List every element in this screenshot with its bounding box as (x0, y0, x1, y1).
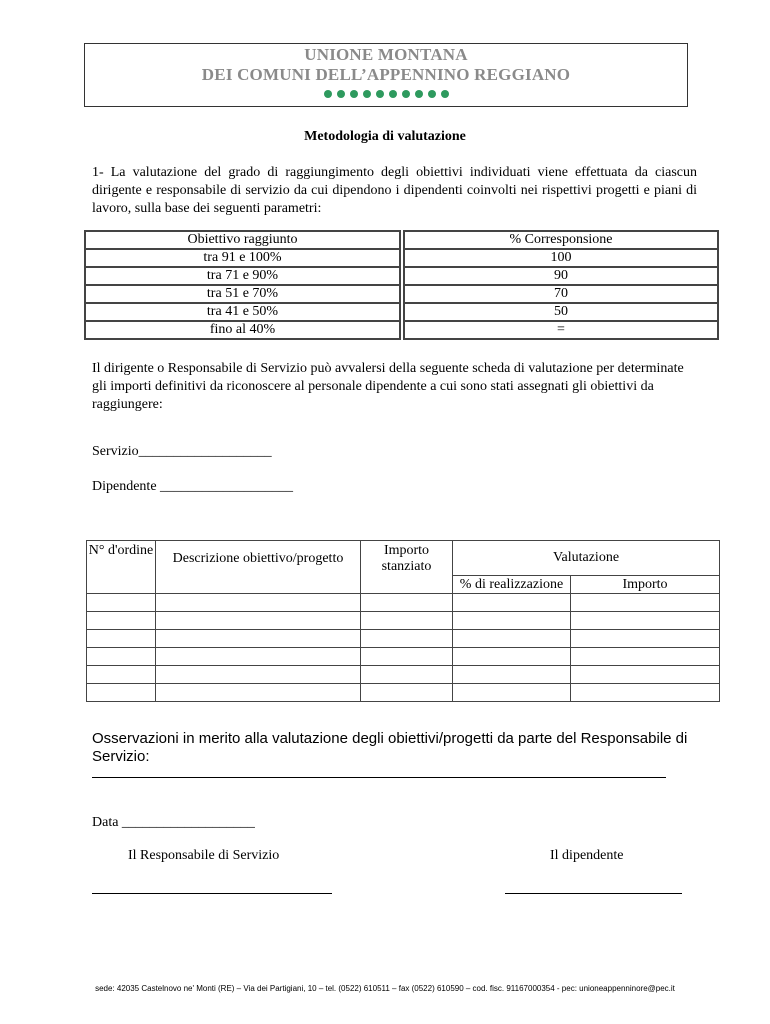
green-dot (415, 90, 423, 98)
header-obiettivo: Obiettivo raggiunto (85, 231, 400, 249)
dipendente-field[interactable]: Dipendente ___________________ (92, 479, 294, 494)
observations-input-line[interactable] (92, 777, 666, 778)
table-row (85, 267, 718, 285)
table-row (85, 303, 718, 321)
decorative-dots (85, 90, 687, 98)
subheader-realizzazione: % di realizzazione (453, 576, 571, 594)
header-valutazione: Valutazione (453, 541, 720, 576)
cell-corresponsione: 100 (404, 249, 718, 267)
green-dot (363, 90, 371, 98)
signature-label-responsabile: Il Responsabile di Servizio (128, 848, 280, 863)
subheader-importo: Importo (571, 576, 720, 594)
header-importo-stanziato: Importo stanziato (361, 541, 453, 594)
signature-line-dipendente[interactable] (505, 893, 682, 894)
table-row (87, 612, 720, 630)
green-dot (441, 90, 449, 98)
table-row (87, 666, 720, 684)
green-dot (324, 90, 332, 98)
table-row (87, 630, 720, 648)
footer-address: sede: 42035 Castelnovo ne' Monti (RE) – Via dei Partigiani, 10 – tel. (0522) 610511 – fax (0522) 610590 – cod. fisc. 91167000354 - pec: unioneappenninore@pec.it (95, 984, 675, 993)
cell-obiettivo: tra 71 e 90% (85, 267, 400, 285)
table-row (87, 648, 720, 666)
cell-obiettivo: tra 91 e 100% (85, 249, 400, 267)
table-header-row (85, 231, 718, 249)
cell-obiettivo: tra 41 e 50% (85, 303, 400, 321)
org-name-line2: DEI COMUNI DELL’APPENNINO REGGIANO (201, 65, 571, 84)
cell-obiettivo: tra 51 e 70% (85, 285, 400, 303)
green-dot (376, 90, 384, 98)
green-dot (337, 90, 345, 98)
header-numero-ordine: N° d'ordine (87, 541, 156, 594)
cell-corresponsione: = (404, 321, 718, 339)
green-dot (350, 90, 358, 98)
table-row (87, 594, 720, 612)
signature-label-dipendente: Il dipendente (550, 848, 624, 863)
header-corresponsione: % Corresponsione (404, 231, 718, 249)
table-row (87, 684, 720, 702)
green-dot (428, 90, 436, 98)
cell-corresponsione: 90 (404, 267, 718, 285)
parameters-table (84, 230, 719, 340)
letterhead-box (84, 43, 688, 107)
header-descrizione: Descrizione obiettivo/progetto (156, 541, 361, 594)
table-row (85, 249, 718, 267)
cell-corresponsione: 50 (404, 303, 718, 321)
green-dot (389, 90, 397, 98)
org-name-line1: UNIONE MONTANA (304, 45, 468, 64)
green-dot (402, 90, 410, 98)
observations-label: Osservazioni in merito alla valutazione degli obiettivi/progetti da parte del Responsabile di Servizio: (92, 730, 688, 765)
eval-header-row (87, 541, 720, 576)
signature-line-responsabile[interactable] (92, 893, 332, 894)
servizio-field[interactable]: Servizio___________________ (92, 444, 272, 459)
cell-obiettivo: fino al 40% (85, 321, 400, 339)
cell-corresponsione: 70 (404, 285, 718, 303)
second-paragraph: Il dirigente o Responsabile di Servizio può avvalersi della seguente scheda di valutazione per determinate gli importi definitivi da riconoscere al personale dipendente a cui sono stati assegnati gli obiettivi da raggiungere: (92, 361, 684, 412)
table-row (85, 285, 718, 303)
date-field[interactable]: Data ___________________ (92, 815, 255, 830)
intro-paragraph: 1- La valutazione del grado di raggiungimento degli obiettivi individuati viene effettuata da ciascun dirigente e responsabile di servizio da cui dipendono i dipendenti coinvolti nei rispettivi progetti e piani di lavoro, sulla base dei seguenti parametri: (92, 165, 697, 216)
evaluation-table (86, 540, 720, 702)
table-row (85, 321, 718, 339)
document-title: Metodologia di valutazione (304, 129, 466, 144)
